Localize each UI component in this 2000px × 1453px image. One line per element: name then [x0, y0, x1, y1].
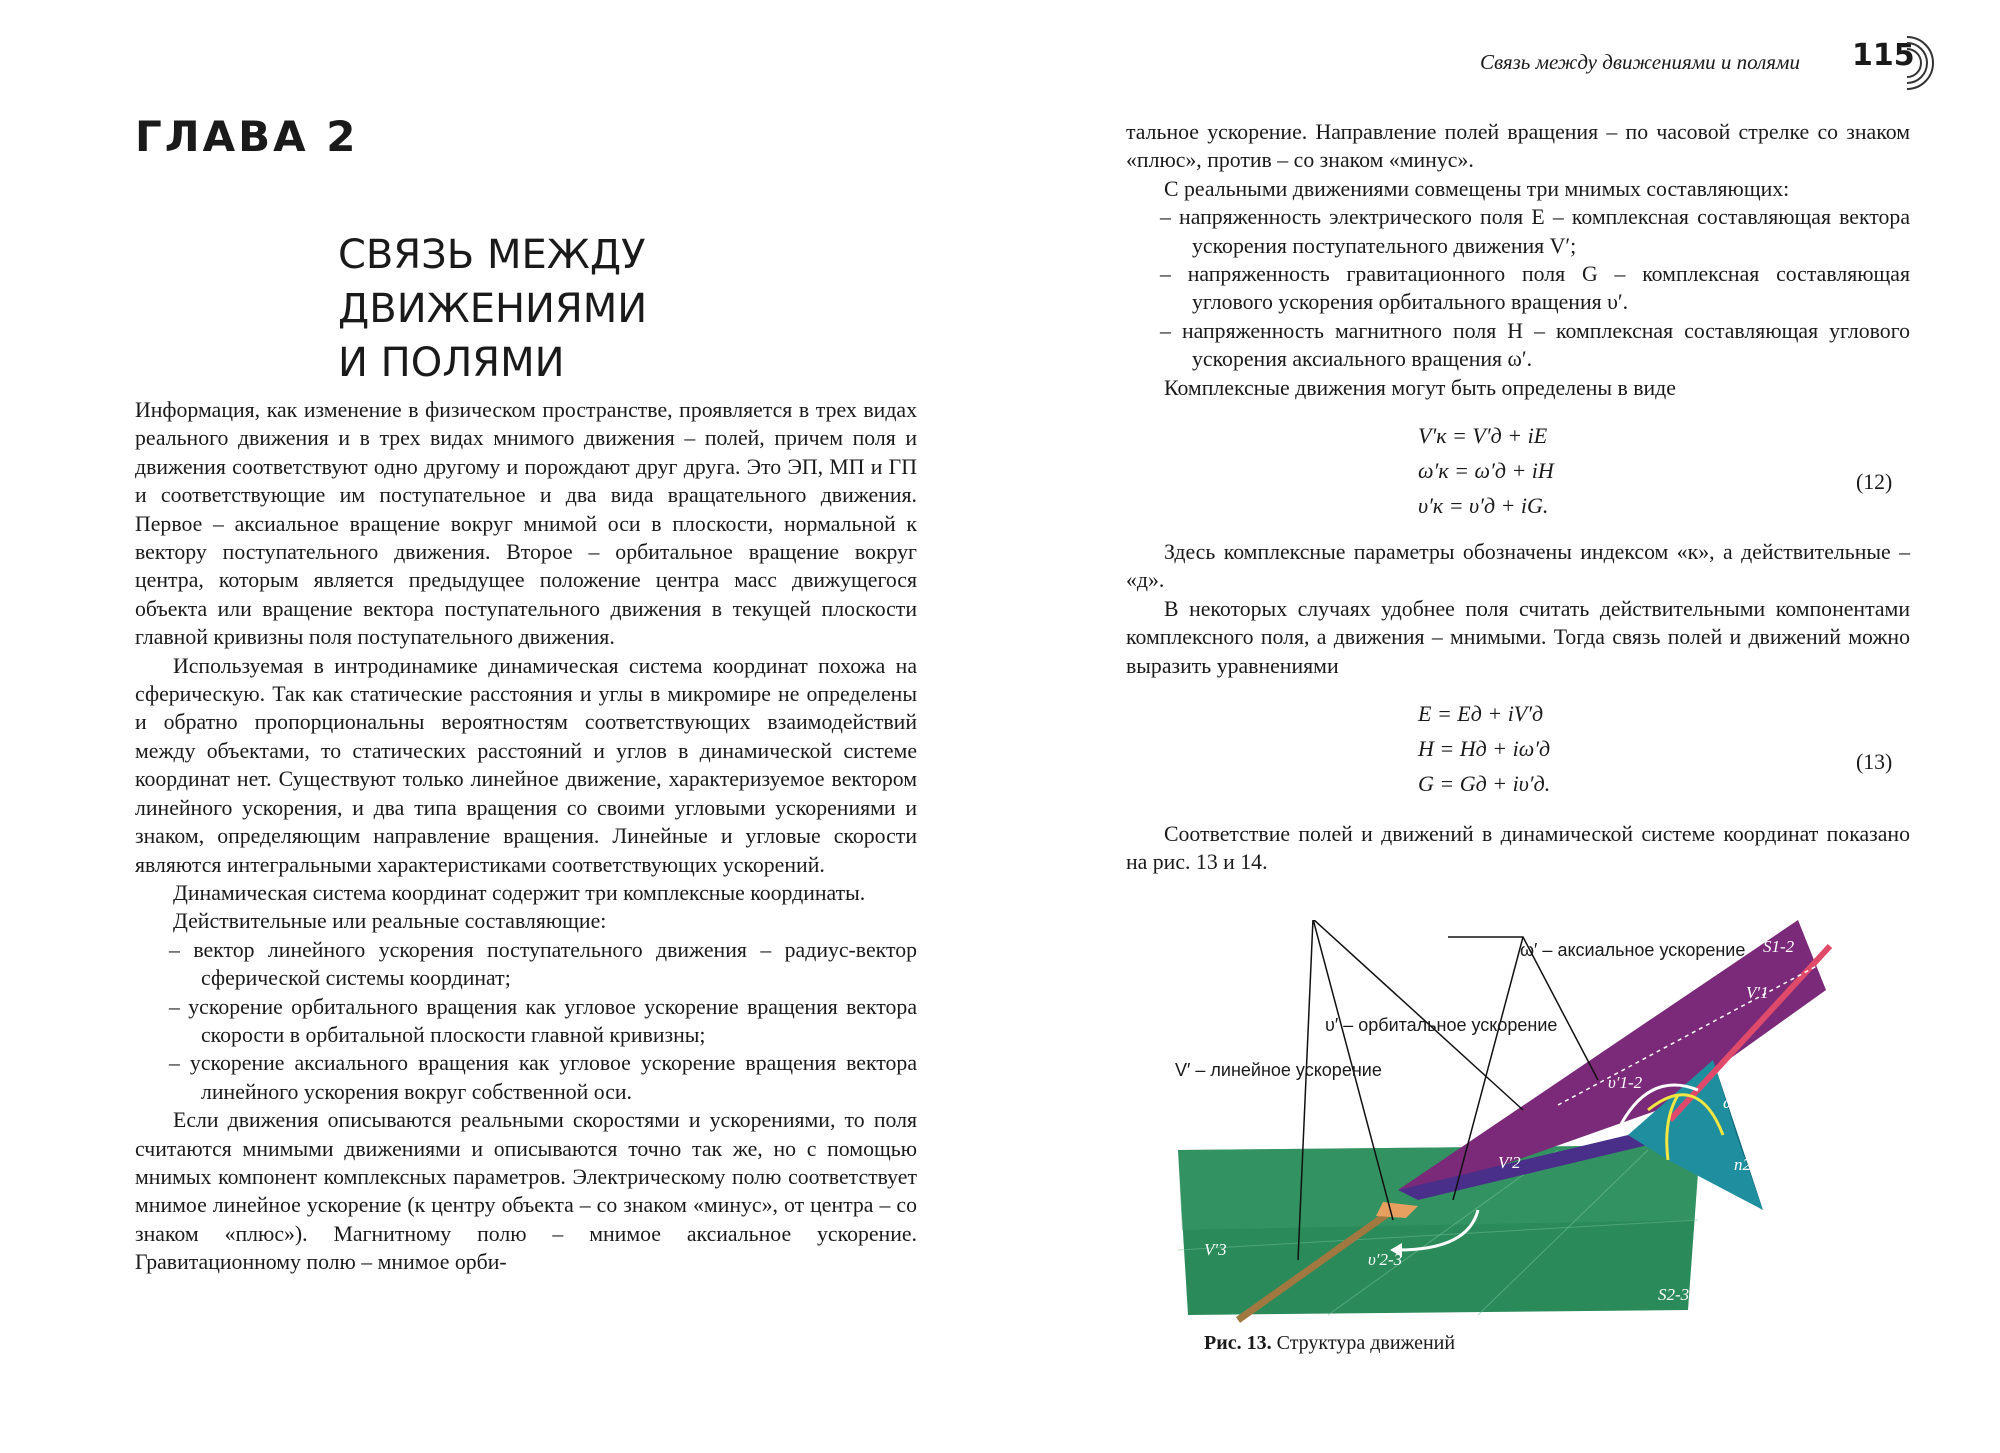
paragraph: Если движения описываются реальными скоростями и ускорениями, то поля считаются мнимыми движениями и описываются точно так же, но с помощью мнимых компонент комплексных параметров. Электрическому полю соответствует мнимое линейное ускорение (к центру объекта – со знаком «минус», от центра – со знаком «плюс»). Магнитному полю – мнимое аксиальное ускорение. Гравитационному полю – мнимое орби-	[135, 1108, 917, 1275]
list-item: – ускорение орбитального вращения как угловое ускорение вращения вектора скорости в орбитальной плоскости главной кривизны;	[169, 994, 917, 1047]
figure-13-motion-structure	[1178, 920, 1890, 1325]
paragraph: В некоторых случаях удобнее поля считать действительными компонентами комплексного поля, а движения – мнимыми. Тогда связь полей и движений можно выразить уравнениями	[1126, 596, 1910, 678]
figure-label-axial	[1520, 940, 1745, 961]
label-orbital-text: υ′ – орбитальное ускорение	[1325, 1015, 1558, 1035]
equation-12-number: (12)	[1856, 470, 1893, 494]
figure-caption	[1204, 1332, 1455, 1355]
equation-13-number: (13)	[1856, 750, 1893, 774]
label-axial-text: ω′ – аксиальное ускорение	[1520, 940, 1746, 960]
figure-label-orbital	[1325, 1015, 1557, 1036]
right-body-top	[1126, 118, 1910, 402]
paragraph: Действительные или реальные составляющие:	[173, 909, 607, 934]
chapter-heading: ГЛАВА 2	[135, 112, 359, 161]
page-number: 115	[1852, 38, 1915, 73]
equation-line: E = Eд + iV′д	[1418, 701, 1544, 726]
list-item: – ускорение аксиального вращения как угловое ускорение вращения вектора линейного ускорения вокруг собственной оси.	[169, 1051, 917, 1104]
label-u23: υ′2-3	[1368, 1250, 1403, 1269]
equation-line: ω′к = ω′д + iH	[1418, 458, 1554, 483]
equation-line: G = Gд + iυ′д.	[1418, 771, 1551, 796]
list-item: – вектор линейного ускорения поступательного движения – радиус-вектор сферической системы координат;	[169, 937, 917, 991]
equation-line: V′к = V′д + iE	[1418, 423, 1548, 448]
label-v3: V′3	[1204, 1240, 1227, 1259]
equation-line: H = Hд + iω′д	[1418, 736, 1551, 761]
paragraph: Соответствие полей и движений в динамической системе координат показано на рис. 13 и 14.	[1126, 822, 1910, 875]
running-head: Связь между движениями и полями	[1480, 50, 1800, 74]
paragraph: Динамическая система координат содержит три комплексные координаты.	[173, 880, 866, 905]
paragraph: С реальными движениями совмещены три мнимых составляющих:	[1164, 176, 1790, 201]
page-number-arcs-icon	[1905, 33, 1945, 93]
label-u12: υ′1-2	[1608, 1073, 1643, 1092]
list-item: – напряженность магнитного поля H – комплексная составляющая углового ускорения аксиального вращения ω′.	[1160, 318, 1910, 372]
caption-number: Рис. 13.	[1204, 1332, 1272, 1354]
paragraph: тальное ускорение. Направление полей вращения – по часовой стрелке со знаком «плюс», против – со знаком «минус».	[1126, 120, 1910, 173]
title-line-1: СВЯЗЬ МЕЖДУ ДВИЖЕНИЯМИ	[338, 232, 648, 332]
label-v2: V′2	[1498, 1153, 1521, 1172]
paragraph: Здесь комплексные параметры обозначены индексом «к», а действительные – «д».	[1126, 540, 1910, 593]
right-page	[1000, 0, 2000, 1453]
equation-13	[1418, 696, 1550, 801]
equation-12	[1418, 418, 1554, 523]
list-item: – напряженность электрического поля E – комплексная составляющая вектора ускорения поступательного движения V′;	[1160, 205, 1910, 258]
paragraph: Используемая в интродинамике динамическая система координат похожа на сферическую. Так как статические расстояния и углы в микромире не определены и обратно пропорциональны вероятностям соответствующих взаимодействий между объектами, то статических расстояний и углов в динамической системе координат нет. Существуют только линейное движение, характеризуемое вектором линейного ускорения, и два типа вращения со своими угловыми ускорениями и знаком, определяющим направление вращения. Линейные и угловые скорости являются интегральными характеристиками соответствующих ускорений.	[135, 653, 917, 877]
list-item: – напряженность гравитационного поля G – комплексная составляющая углового ускорения орбитального вращения υ′.	[1160, 262, 1910, 315]
left-body-text	[135, 396, 917, 1277]
caption-text: Структура движений	[1276, 1332, 1456, 1354]
paragraph: Информация, как изменение в физическом пространстве, проявляется в трех видах реального движения и в трех видах мнимого движения – полей, причем поля и движения соответствуют одно другому и порождают друг друга. Это ЭП, МП и ГП и соответствующие им поступательное и два вида вращательного движения. Первое – аксиальное вращение вокруг мнимой оси в плоскости, нормальной к вектору поступательного движения. Второе – орбитальное вращение вокруг центра, которым является предыдущее положение центра масс движущегося объекта или вращение вектора поступательного движения в текущей плоскости главной кривизны поля поступательного движения.	[135, 398, 917, 650]
label-linear-text: V′ – линейное ускорение	[1175, 1060, 1382, 1080]
label-s12: S1-2	[1763, 937, 1795, 956]
label-v1: V′1	[1746, 983, 1769, 1002]
label-n2: n2	[1734, 1155, 1751, 1174]
equation-line: υ′к = υ′д + iG.	[1418, 493, 1549, 518]
right-body-middle	[1126, 538, 1910, 680]
label-s23: S2-3	[1658, 1285, 1690, 1304]
title-line-2: И ПОЛЯМИ	[338, 340, 565, 386]
chapter-title	[338, 228, 938, 390]
right-body-bottom	[1126, 820, 1910, 877]
figure-label-linear	[1175, 1060, 1382, 1081]
paragraph: Комплексные движения могут быть определены в виде	[1164, 375, 1676, 400]
label-w123: ω′1-2-3	[1723, 1093, 1776, 1112]
